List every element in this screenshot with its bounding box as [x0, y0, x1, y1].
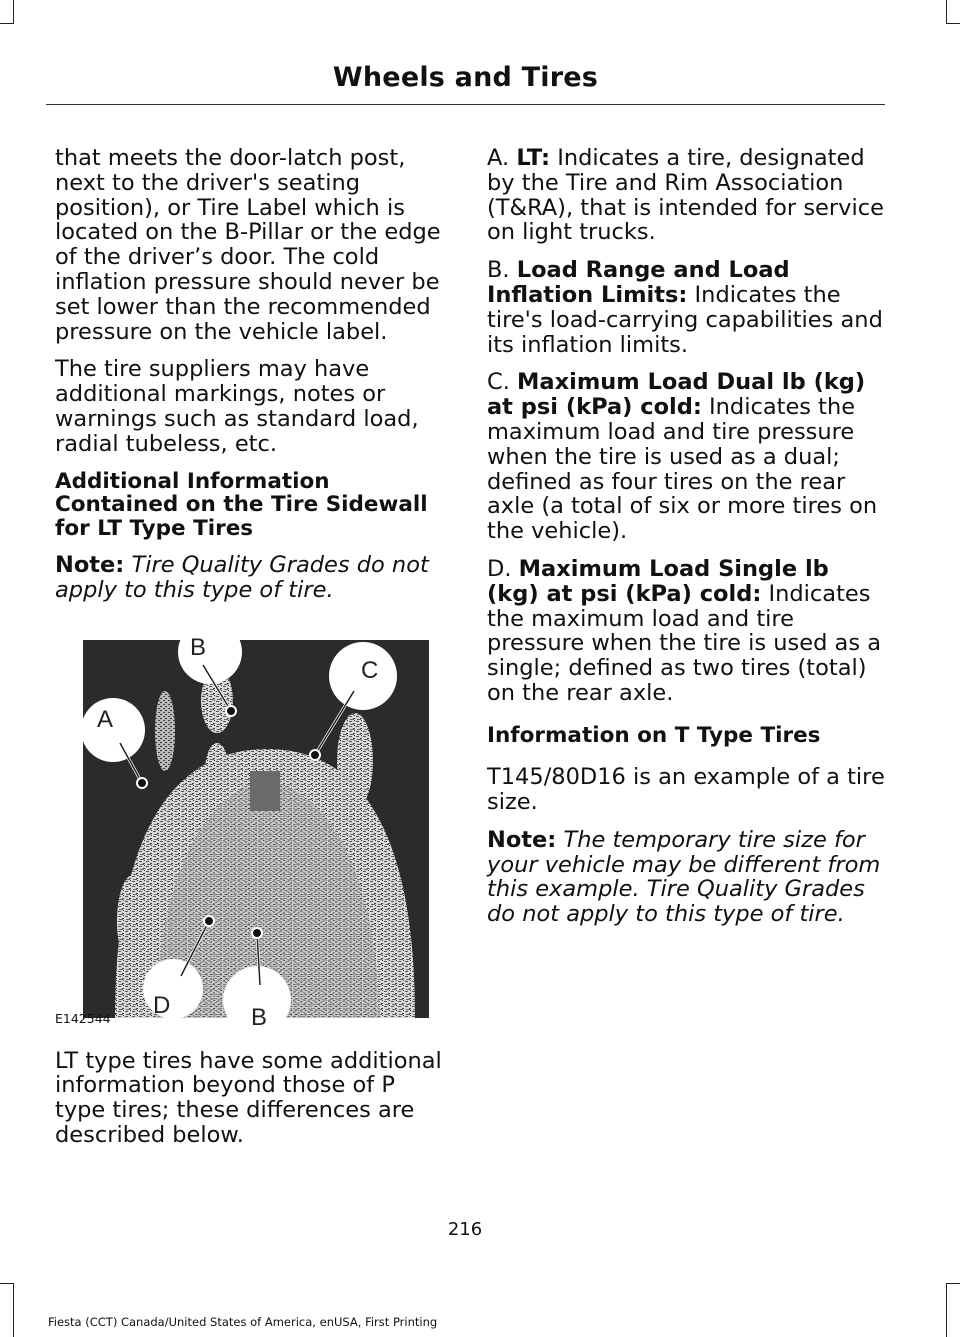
definition-text: Indicates the maximum load and tire pressure when the tire is used as a single; defined as two tires (total) on the rear axle.	[487, 580, 881, 706]
callout-dot	[204, 916, 214, 926]
callout-label-d: D	[153, 991, 171, 1019]
definition-prefix: B.	[487, 257, 510, 284]
page-number: 216	[447, 1219, 483, 1240]
definition-item	[487, 258, 885, 357]
callout-bubble-d	[143, 959, 203, 1019]
definition-item	[487, 370, 885, 544]
crop-mark	[13, 0, 14, 24]
callout-dot	[137, 778, 147, 788]
definition-term: Maximum Load Single lb (kg) at psi (kPa) cold:	[487, 555, 829, 607]
definition-term: Maximum Load Dual lb (kg) at psi (kPa) cold:	[487, 369, 866, 421]
crop-mark	[946, 23, 960, 24]
crop-mark	[0, 23, 14, 24]
tire-sidewall-figure	[55, 621, 449, 1029]
callout-dot	[310, 750, 320, 760]
callout-label-b-top: B	[190, 633, 207, 661]
crop-mark	[946, 1283, 947, 1337]
definition-term: Load Range and Load Inflation Limits:	[487, 257, 790, 308]
note-quality-grades	[55, 553, 450, 603]
definition-item	[487, 557, 885, 706]
section-heading-t-tires: Information on T Type Tires	[487, 722, 821, 748]
callout-dot	[252, 928, 262, 938]
tire-sidewall-illustration	[55, 621, 449, 1029]
crop-mark	[0, 1283, 14, 1284]
callout-label-c: C	[361, 656, 379, 684]
figure-id: E142544	[55, 1010, 111, 1026]
callout-dot	[226, 706, 236, 716]
note-label: Note:	[487, 826, 557, 853]
paragraph-label-location: that meets the door-latch post, next to the driver's seating position), or Tire Label which is located on the B-Pillar or the edge of the driver’s door. The cold inflation pressure should never be set lower than the recommended pressure on the vehicle label.	[55, 145, 441, 345]
left-column	[55, 146, 450, 1161]
definition-term: LT:	[516, 145, 551, 171]
callout-label-a: A	[97, 705, 114, 733]
definition-item	[487, 146, 885, 245]
note-text: Tire Quality Grades do not apply to this type of tire.	[55, 552, 429, 603]
crop-mark	[946, 0, 947, 24]
page-header-title: Wheels and Tires	[332, 62, 598, 93]
paragraph-supplier-markings: The tire suppliers may have additional markings, notes or warnings such as standard load, radial tubeless, etc.	[55, 356, 419, 457]
crop-mark	[13, 1283, 14, 1337]
definition-text: Indicates the maximum load and tire pressure when the tire is used as a dual; defined as four tires on the rear axle (a total of six or more tires on the vehicle).	[487, 394, 878, 545]
paragraph-lt-differences: LT type tires have some additional information beyond those of P type tires; these differences are described below.	[55, 1047, 442, 1149]
definition-prefix: D.	[487, 555, 512, 582]
section-heading-lt-tires: Additional Information Contained on the Tire Sidewall for LT Type Tires	[55, 468, 428, 541]
crop-mark	[946, 1283, 960, 1284]
right-column	[487, 146, 885, 940]
note-text: The temporary tire size for your vehicle may be different from this example. Tire Quality Grades do not apply to this type of tire.	[487, 826, 881, 928]
paragraph-t-tire-size: T145/80D16 is an example of a tire size.	[487, 764, 885, 816]
callout-label-b-bottom: B	[251, 1003, 268, 1029]
definition-prefix: C.	[487, 369, 510, 396]
definition-text: Indicates a tire, designated by the Tire and Rim Association (T&RA), that is intended for service on light trucks.	[487, 145, 884, 246]
note-label: Note:	[55, 552, 125, 579]
definition-text: Indicates the tire's load-carrying capabilities and its inflation limits.	[487, 281, 883, 358]
note-temporary-tire	[487, 828, 885, 927]
header-divider	[46, 104, 885, 105]
footer-publication-info: Fiesta (CCT) Canada/United States of America, enUSA, First Printing	[48, 1315, 438, 1329]
definition-prefix: A.	[487, 145, 510, 171]
